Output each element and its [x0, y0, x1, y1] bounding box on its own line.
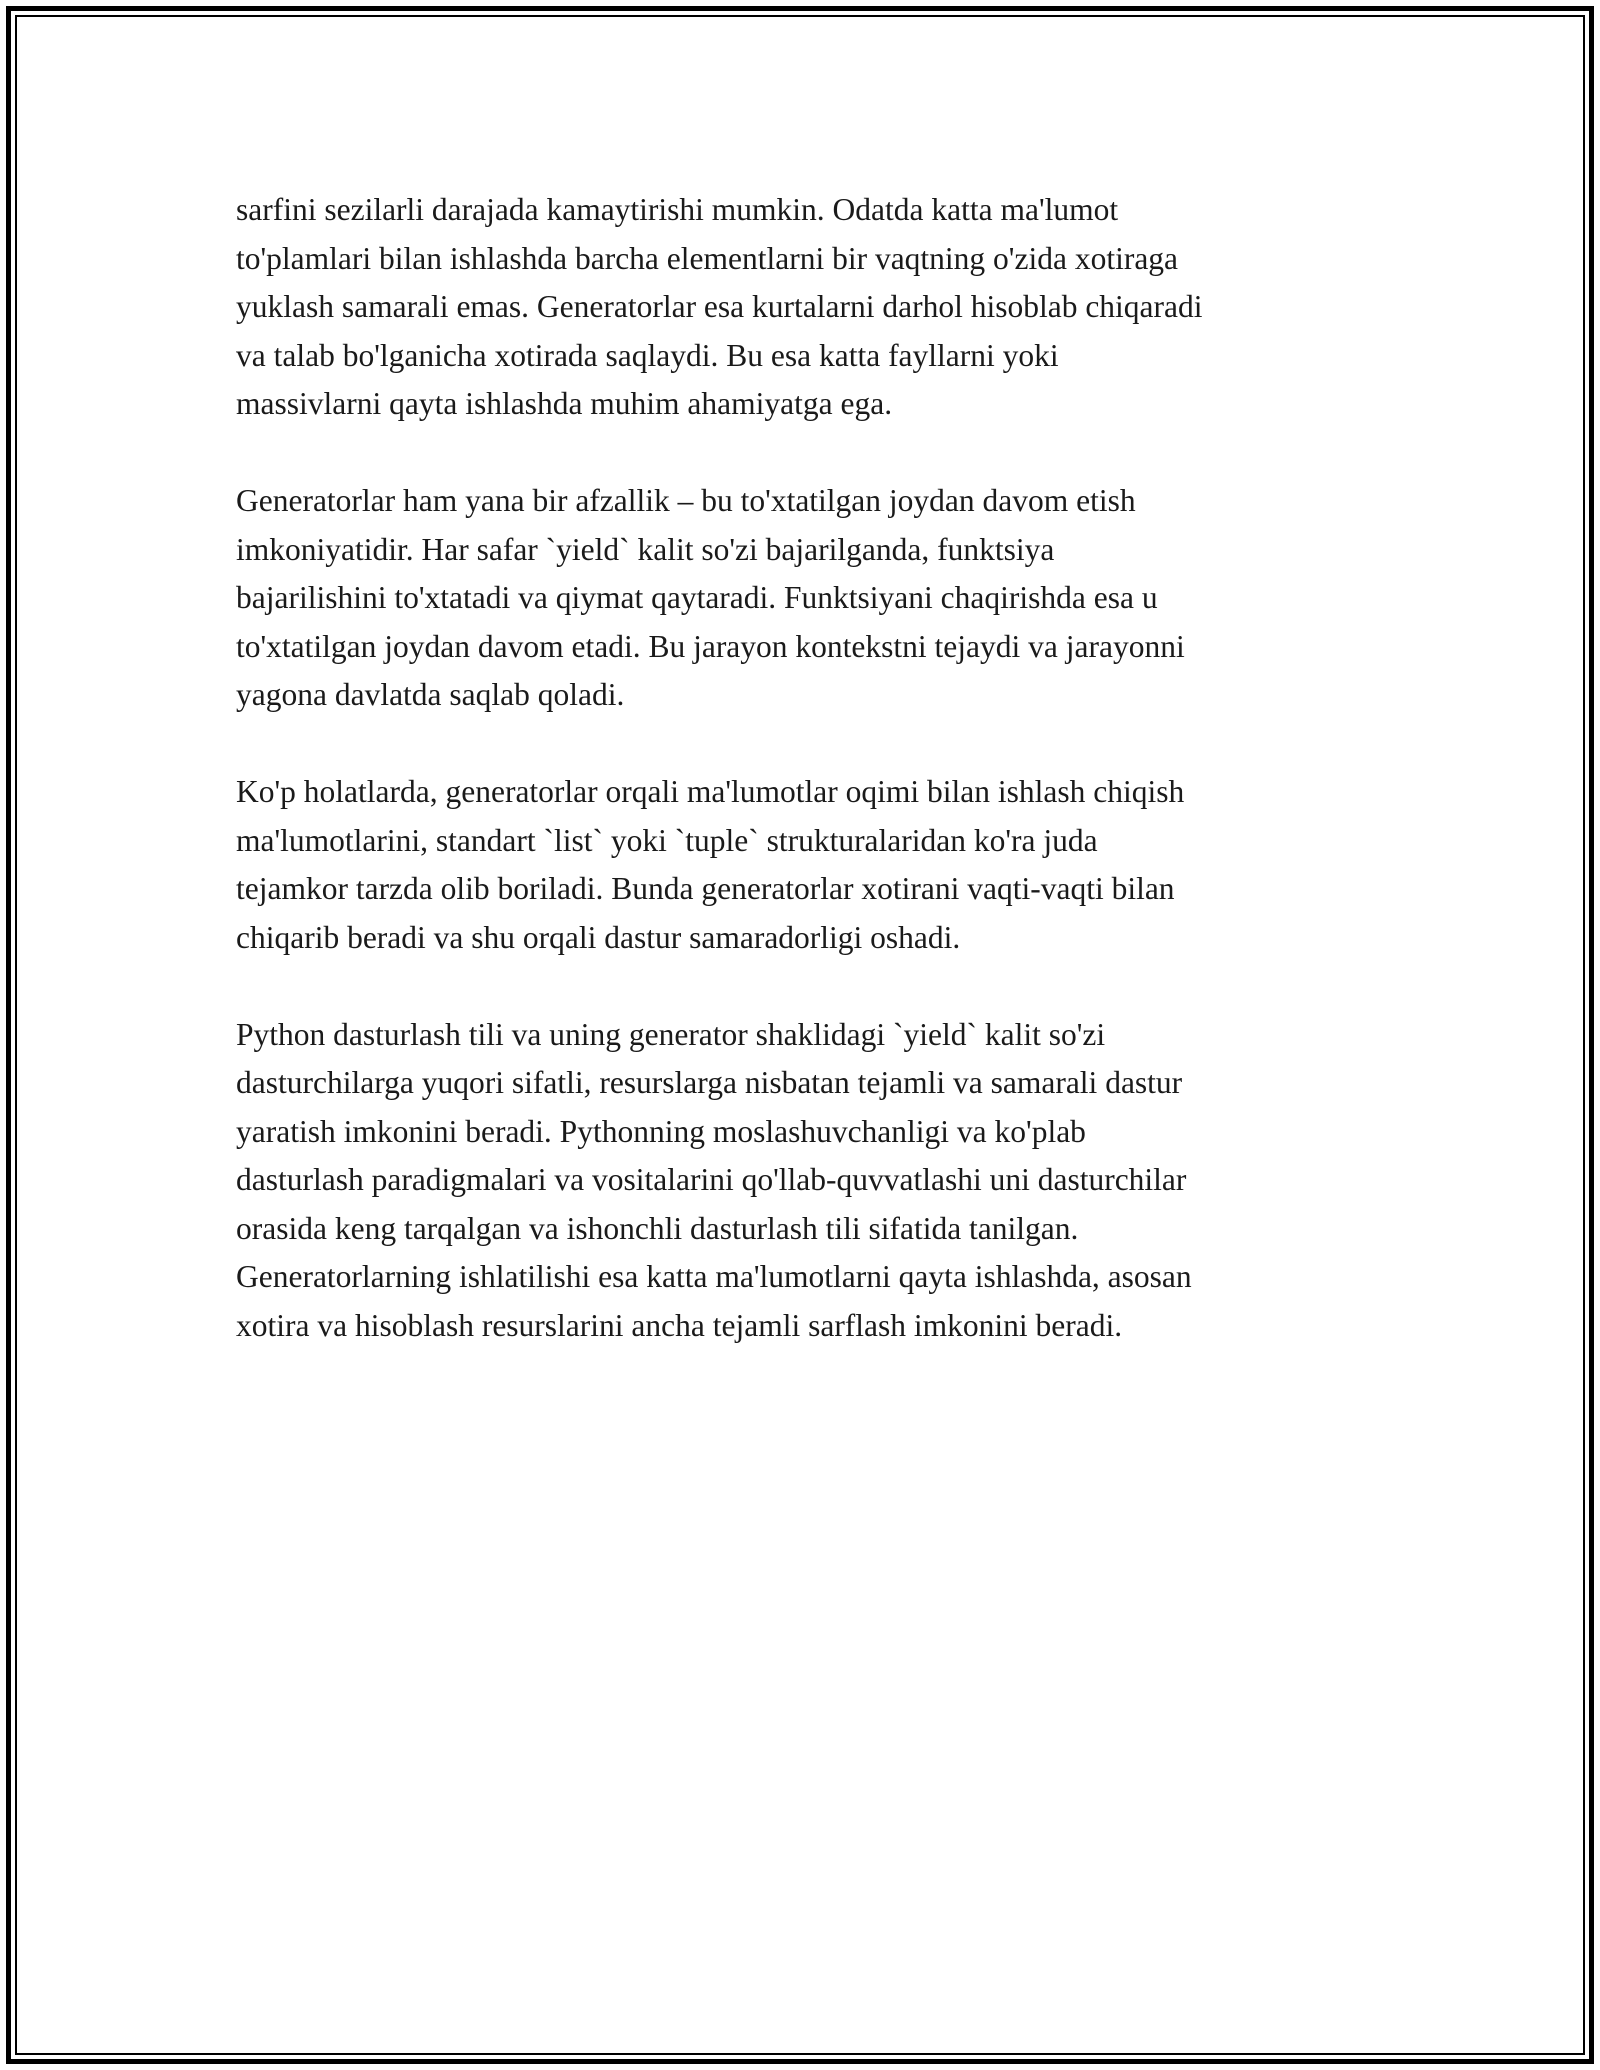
- paragraph-1: sarfini sezilarli darajada kamaytirishi mumkin. Odatda katta ma'lumot to'plamlari bilan ishlashda barcha elementlarni bir vaqtning o'zida xotiraga yuklash samarali emas. Generatorlar esa kurtalarni darhol hisoblab chiqaradi va talab bo'lganicha xotirada saqlaydi. Bu esa katta fayllarni yoki massivlarni qayta ishlashda muhim ahamiyatga ega.: [236, 192, 1203, 421]
- paragraph-4: Python dasturlash tili va uning generator shaklidagi `yield` kalit so'zi dasturchilarga yuqori sifatli, resurslarga nisbatan tejamli va samarali dastur yaratish imkonini beradi. Pythonning moslashuvchanligi va ko'plab dasturlash paradigmalari va vositalarini qo'llab-quvvatlashi uni dasturchilar orasida keng tarqalgan va ishonchli dasturlash tili sifatida tanilgan. Generatorlarning ishlatilishi esa katta ma'lumotlarni qayta ishlashda, asosan xotira va hisoblash resurslarini ancha tejamli sarflash imkonini beradi.: [236, 1016, 1192, 1343]
- document-body: [236, 186, 1366, 1350]
- paragraph-3: Ko'p holatlarda, generatorlar orqali ma'lumotlar oqimi bilan ishlash chiqish ma'lumotlarini, standart `list` yoki `tuple` strukturalaridan ko'ra juda tejamkor tarzda olib boriladi. Bunda generatorlar xotirani vaqti-vaqti bilan chiqarib beradi va shu orqali dastur samaradorligi oshadi.: [236, 774, 1185, 955]
- paragraph-2: Generatorlar ham yana bir afzallik – bu to'xtatilgan joydan davom etish imkoniyatidir. Har safar `yield` kalit so'zi bajarilganda, funktsiya bajarilishini to'xtatadi va qiymat qaytaradi. Funktsiyani chaqirishda esa u to'xtatilgan joydan davom etadi. Bu jarayon kontekstni tejaydi va jarayonni yagona davlatda saqlab qoladi.: [236, 483, 1185, 712]
